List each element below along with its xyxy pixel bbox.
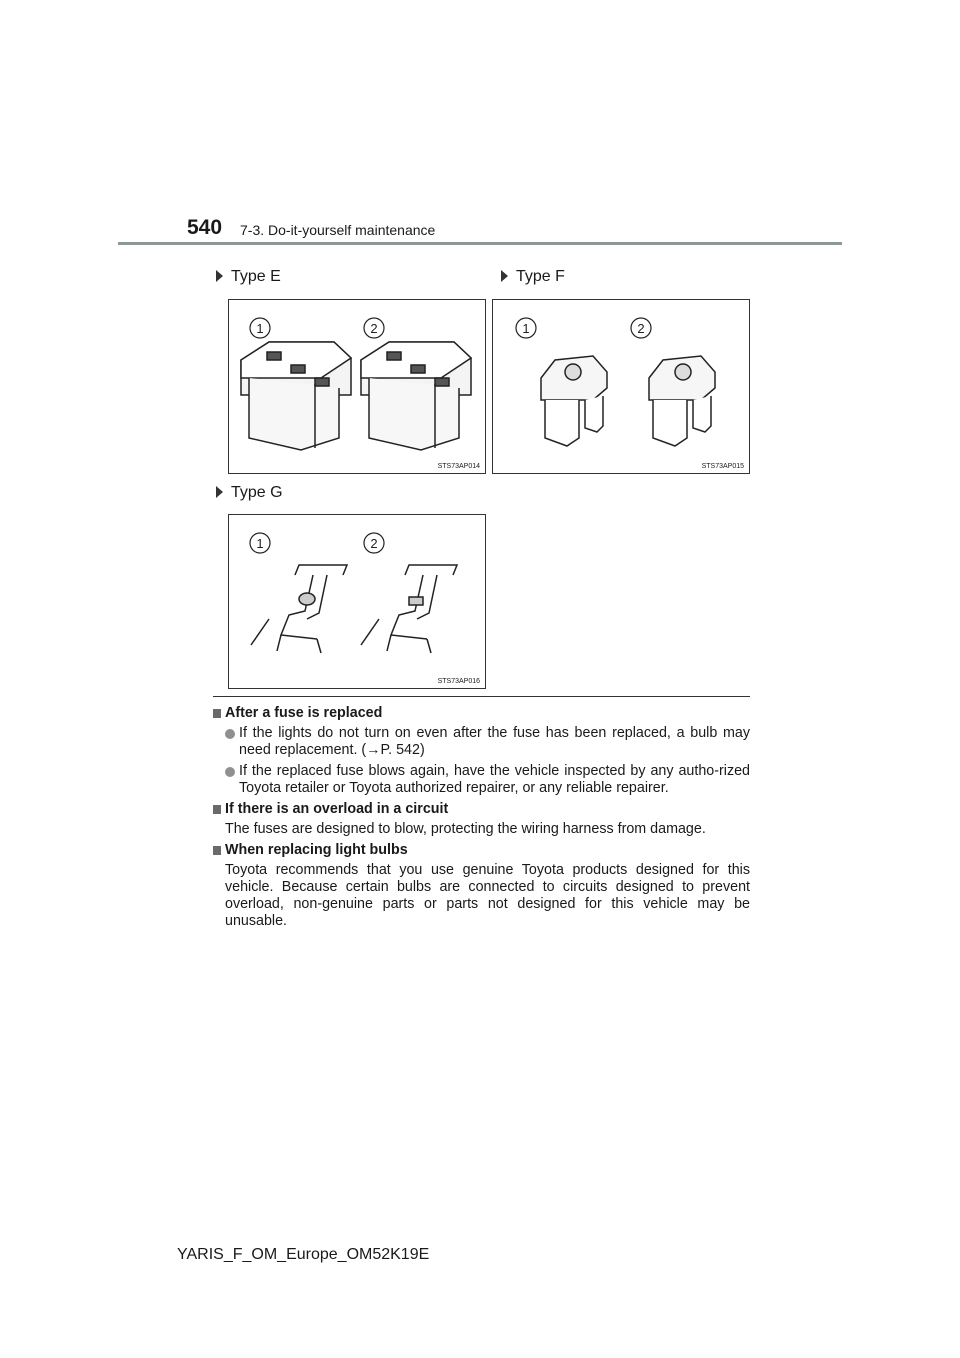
square-bullet-icon: [213, 709, 221, 718]
figure-type-e: [228, 299, 486, 474]
callout-2: 2: [370, 536, 378, 551]
callout-1: 1: [256, 321, 264, 336]
square-bullet-icon: [213, 846, 221, 855]
figure-type-f: [492, 299, 750, 474]
callout-2: 2: [370, 321, 378, 336]
arrow-icon: [216, 270, 223, 282]
figure-label-text: Type F: [516, 268, 565, 285]
heading-text: After a fuse is replaced: [225, 705, 383, 721]
section-title: 7-3. Do-it-yourself maintenance: [240, 222, 436, 238]
bullet-item: [213, 725, 750, 759]
heading-overload: [213, 801, 750, 818]
figure-label-type-e: [216, 268, 281, 286]
heading-light-bulbs: [213, 842, 750, 859]
callout-1: 1: [256, 536, 264, 551]
document-id: YARIS_F_OM_Europe_OM52K19E: [177, 1246, 430, 1263]
bullet-text: If the lights do not turn on even after the fuse has been replaced, a bulb may need replacement. (→P. 542): [239, 725, 750, 758]
figure-label-type-f: [501, 268, 565, 286]
arrow-icon: [216, 486, 223, 498]
bullet-item: [213, 763, 750, 797]
circle-bullet-icon: [225, 729, 235, 739]
paragraph: The fuses are designed to blow, protecting the wiring harness from damage.: [225, 821, 706, 837]
arrow-icon: [501, 270, 508, 282]
figure-label-text: Type E: [231, 268, 281, 285]
page-number: 540: [187, 216, 223, 239]
figure-code: STS73AP015: [701, 463, 744, 470]
fuse-type-f-illustration: [493, 300, 751, 475]
paragraph: Toyota recommends that you use genuine Toyota products designed for this vehicle. Because certain bulbs are connected to circuits designed to prevent overload, non-genuine parts or parts not designed for this vehicle may be unusable.: [225, 862, 750, 929]
bullet-text: If the replaced fuse blows again, have the vehicle inspected by any autho-rized Toyota retailer or Toyota authorized repairer, or any reliable repairer.: [239, 763, 750, 796]
heading-text: When replacing light bulbs: [225, 842, 408, 858]
figure-type-g: [228, 514, 486, 689]
fuse-type-e-illustration: [229, 300, 487, 475]
fuse-type-g-illustration: [229, 515, 487, 690]
callout-2: 2: [637, 321, 645, 336]
figure-code: STS73AP016: [437, 678, 480, 685]
header-divider: [118, 242, 842, 245]
figure-label-type-g: [216, 484, 283, 502]
heading-text: If there is an overload in a circuit: [225, 801, 449, 817]
circle-bullet-icon: [225, 767, 235, 777]
content-divider: [213, 696, 750, 697]
callout-1: 1: [522, 321, 530, 336]
heading-after-replaced: [213, 705, 750, 722]
notes-section: [213, 705, 750, 934]
figure-label-text: Type G: [231, 484, 283, 501]
square-bullet-icon: [213, 805, 221, 814]
figure-code: STS73AP014: [437, 463, 480, 470]
